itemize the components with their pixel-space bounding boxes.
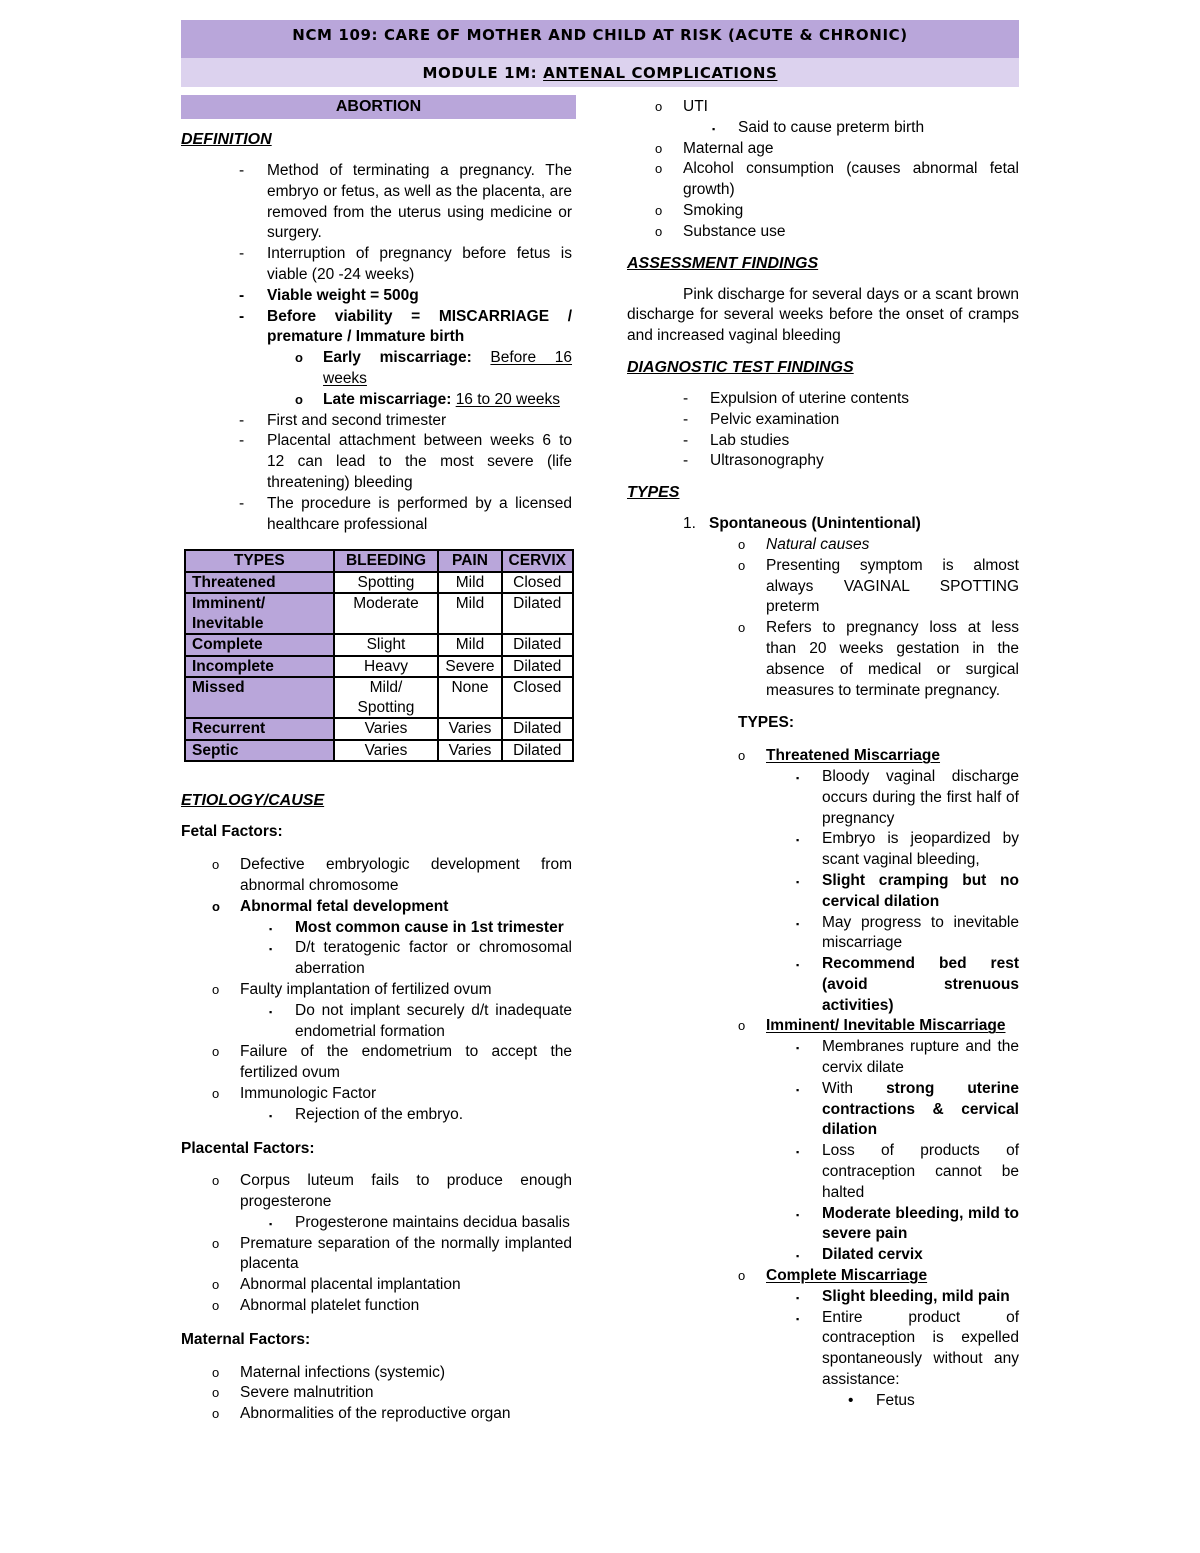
list-item: o Smoking (683, 201, 1019, 222)
circle-bullet-icon: o (738, 748, 746, 764)
list-item: ▪ Rejection of the embryo. (295, 1105, 572, 1126)
circle-bullet-icon: o (738, 557, 746, 573)
module-title (181, 58, 1019, 87)
square-bullet-icon: ▪ (796, 960, 800, 971)
section-band-abortion: ABORTION (181, 95, 576, 119)
list-item: o Alcohol consumption (causes abnormal fetal growth) (655, 160, 1019, 199)
circle-bullet-icon: o (212, 1298, 220, 1314)
square-bullet-icon: ▪ (269, 1218, 273, 1229)
table-row: Incomplete Heavy Severe Dilated (185, 656, 573, 678)
dash-icon: - (239, 162, 245, 179)
list-item: o Refers to pregnancy loss at less than 20 weeks gestation in the absence of medical or surgical measures to terminate pregnancy. (738, 619, 1019, 699)
list-number: 1. (683, 515, 696, 533)
circle-bullet-icon: o (738, 1268, 746, 1284)
dash-icon: - (239, 411, 245, 429)
module-topic: ANTENAL COMPLICATIONS (543, 64, 778, 82)
list-item: - Before viability = MISCARRIAGE / premature / Immature birth o Early miscarriage: Before 16 weeks o Late miscarriage: 16 to 20 weeks (181, 307, 572, 411)
square-bullet-icon: ▪ (796, 918, 800, 929)
circle-bullet-icon: o (295, 391, 303, 407)
etiology-heading: ETIOLOGY/CAUSE (181, 792, 325, 810)
maternal-factors-continued (627, 97, 1019, 243)
dash-icon: - (239, 286, 245, 304)
circle-bullet-icon: o (212, 857, 220, 873)
square-bullet-icon: ▪ (269, 944, 273, 955)
list-item: ▪ Said to cause preterm birth (738, 118, 1019, 139)
circle-bullet-icon: o (295, 350, 303, 366)
list-item: ▪ With strong uterine contractions & cervical dilation (796, 1079, 1020, 1139)
table-row: Imminent/ Inevitable Moderate Mild Dilated (185, 593, 573, 634)
square-bullet-icon: ▪ (796, 1147, 800, 1158)
circle-bullet-icon: o (212, 1173, 220, 1189)
square-bullet-icon: ▪ (712, 123, 716, 134)
abortion-types-table (184, 549, 574, 762)
square-bullet-icon: ▪ (796, 876, 800, 887)
module-prefix: MODULE 1M: (422, 64, 544, 82)
definition-heading: DEFINITION (181, 131, 272, 148)
circle-bullet-icon: o (655, 99, 663, 114)
list-item: o Maternal infections (systemic) (240, 1363, 572, 1384)
table-row: Threatened Spotting Mild Closed (185, 572, 573, 594)
list-item: ▪ Dilated cervix (822, 1245, 1019, 1266)
square-bullet-icon: ▪ (796, 1251, 800, 1262)
types-heading: TYPES (627, 484, 680, 502)
list-item: ▪ Embryo is jeopardized by scant vaginal bleeding, (796, 830, 1019, 869)
table-header: BLEEDING (334, 550, 439, 572)
list-item: o Substance use (683, 222, 1019, 243)
table-row: Recurrent Varies Varies Dilated (185, 718, 573, 740)
table-header: TYPES (185, 550, 334, 572)
square-bullet-icon: ▪ (796, 1292, 800, 1303)
list-item: ▪ Membranes rupture and the cervix dilate (796, 1038, 1019, 1077)
table-row: Complete Slight Mild Dilated (185, 634, 573, 656)
list-item: o Abnormalities of the reproductive organ (240, 1404, 572, 1425)
fetal-factors-heading: Fetal Factors: (181, 823, 283, 841)
left-column (181, 95, 576, 1425)
circle-bullet-icon: o (212, 1044, 220, 1060)
list-item: o Late miscarriage: 16 to 20 weeks (323, 390, 572, 411)
diagnostic-list (627, 389, 1019, 472)
list-item: ▪ Slight bleeding, mild pain (822, 1287, 1019, 1308)
list-item: - Pelvic examination (627, 410, 1019, 431)
dash-icon: - (683, 431, 689, 449)
list-item: - Method of terminating a pregnancy. The embryo or fetus, as well as the placenta, are removed from the uterus using medicine or surgery. (239, 162, 572, 242)
table-row: Missed Mild/ Spotting None Closed (185, 677, 573, 718)
circle-bullet-icon: o (212, 1277, 220, 1293)
table-row: Septic Varies Varies Dilated (185, 740, 573, 762)
list-item: o Corpus luteum fails to produce enough progesterone ▪ Progesterone maintains decidua basalis (240, 1171, 572, 1233)
dash-icon: - (239, 432, 245, 450)
list-item: ▪ Slight cramping but no cervical dilation (796, 871, 1019, 910)
circle-bullet-icon: o (738, 1018, 746, 1034)
dash-icon: - (683, 410, 689, 428)
list-item: - The procedure is performed by a licensed healthcare professional (239, 494, 572, 533)
right-column (627, 97, 1019, 1412)
list-item: ▪ Do not implant securely d/t inadequate endometrial formation (269, 1001, 572, 1040)
dash-icon: - (239, 245, 245, 263)
circle-bullet-icon: o (655, 161, 663, 177)
diagnostic-heading: DIAGNOSTIC TEST FINDINGS (627, 358, 854, 376)
square-bullet-icon: ▪ (269, 923, 273, 934)
list-item: o Immunologic Factor ▪ Rejection of the embryo. (240, 1084, 572, 1126)
list-item: o Abnormal platelet function (240, 1296, 572, 1317)
list-item: o Premature separation of the normally implanted placenta (212, 1234, 572, 1273)
spontaneous-title: Spontaneous (Unintentional) (709, 515, 921, 533)
square-bullet-icon: ▪ (796, 835, 800, 846)
fetal-factors-list (181, 855, 576, 1125)
table-header: PAIN (438, 550, 501, 572)
document-title: NCM 109: CARE OF MOTHER AND CHILD AT RISK (ACUTE & CHRONIC) (181, 20, 1019, 58)
list-item: o Early miscarriage: Before 16 weeks (295, 349, 572, 387)
list-item: o Severe malnutrition (240, 1383, 572, 1404)
list-item: o Abnormal fetal development ▪ Most common cause in 1st trimester ▪ D/t teratogenic factor or chromosomal aberration (240, 897, 572, 980)
dot-bullet-icon: • (848, 1391, 854, 1409)
spontaneous-section (627, 514, 1019, 1411)
maternal-factors-heading: Maternal Factors: (181, 1330, 311, 1348)
types-subheading: TYPES: (738, 714, 794, 732)
list-item: ▪ Bloody vaginal discharge occurs during the first half of pregnancy (796, 767, 1019, 827)
list-item: o Threatened Miscarriage ▪ Bloody vaginal discharge occurs during the first half of pregnancy ▪ Embryo is jeopardized by scant vaginal bleeding, ▪ Slight cramping but no cervical dilation ▪ May progress to inevitable miscarriage ▪ Recommend bed rest (avoid strenuous activities) (766, 746, 1019, 1016)
circle-bullet-icon: o (738, 536, 746, 552)
square-bullet-icon: ▪ (796, 1084, 800, 1095)
list-item: o Imminent/ Inevitable Miscarriage ▪ Membranes rupture and the cervix dilate ▪ With strong uterine contractions & cervical dilation ▪ Loss of products of contraception cannot be halted ▪ Moderate bleeding, mild to severe pain ▪ Dilated cervix (766, 1016, 1019, 1266)
table-header: CERVIX (502, 550, 573, 572)
list-item: ▪ Recommend bed rest (avoid strenuous activities) (796, 955, 1019, 1014)
placental-factors-heading: Placental Factors: (181, 1139, 315, 1157)
table-header-row (185, 550, 573, 572)
circle-bullet-icon: o (655, 223, 663, 239)
square-bullet-icon: ▪ (796, 1043, 800, 1054)
dash-icon: - (239, 494, 245, 512)
placental-factors-list (181, 1171, 576, 1317)
list-item: ▪ Entire product of contraception is expelled spontaneously without any assistance: • Fetus (822, 1308, 1019, 1412)
circle-bullet-icon: o (212, 981, 220, 997)
circle-bullet-icon: o (212, 1385, 220, 1401)
square-bullet-icon: ▪ (796, 1313, 800, 1324)
circle-bullet-icon: o (212, 1364, 220, 1380)
list-item: o Natural causes (766, 535, 1019, 556)
square-bullet-icon: ▪ (269, 1110, 273, 1121)
list-item: ▪ Loss of products of contraception cannot be halted (796, 1142, 1019, 1201)
list-item: o Maternal age (683, 139, 1019, 160)
list-item: o Faulty implantation of fertilized ovum ▪ Do not implant securely d/t inadequate endometrial formation (240, 980, 572, 1042)
definition-list (181, 161, 576, 535)
list-item: o Defective embryologic development from abnormal chromosome (212, 856, 572, 894)
list-item: - Lab studies (627, 431, 1019, 452)
list-item: ▪ May progress to inevitable miscarriage (796, 913, 1019, 952)
list-item: ▪ Most common cause in 1st trimester (295, 918, 572, 939)
assessment-heading: ASSESSMENT FINDINGS (627, 254, 819, 272)
circle-bullet-icon: o (655, 140, 663, 156)
list-item: ▪ Progesterone maintains decidua basalis (295, 1213, 572, 1234)
circle-bullet-icon: o (212, 1406, 220, 1422)
list-item: - First and second trimester (181, 411, 572, 432)
list-item: - Placental attachment between weeks 6 to 12 can lead to the most severe (life threatening) bleeding (239, 432, 572, 491)
maternal-factors-list (181, 1363, 576, 1425)
miscarriage-types-list (709, 746, 1019, 1412)
circle-bullet-icon: o (655, 202, 663, 218)
list-item: - Interruption of pregnancy before fetus is viable (20 -24 weeks) (239, 245, 572, 283)
list-item: o Abnormal placental implantation (240, 1275, 572, 1296)
circle-bullet-icon: o (212, 1235, 220, 1251)
list-item: o UTI ▪ Said to cause preterm birth (683, 97, 1019, 139)
dash-icon: - (683, 452, 689, 470)
assessment-text: Pink discharge for several days or a scant brown discharge for several weeks before the onset of cramps and increased vaginal bleeding (627, 285, 1019, 345)
square-bullet-icon: ▪ (796, 772, 800, 783)
circle-bullet-icon: o (212, 1085, 220, 1101)
circle-bullet-icon: o (738, 620, 746, 636)
list-item: o Presenting symptom is almost always VAGINAL SPOTTING preterm (738, 556, 1019, 616)
list-item: ▪ Moderate bleeding, mild to severe pain (796, 1204, 1019, 1243)
square-bullet-icon: ▪ (796, 1209, 800, 1220)
list-item: - Expulsion of uterine contents (627, 389, 1019, 410)
square-bullet-icon: ▪ (269, 1006, 273, 1017)
list-item: o Failure of the endometrium to accept the fertilized ovum (212, 1043, 572, 1082)
list-item: - Ultrasonography (627, 451, 1019, 472)
list-item: o Complete Miscarriage ▪ Slight bleeding, mild pain ▪ Entire product of contraception is expelled spontaneously without any assistance: • Fetus (766, 1266, 1019, 1412)
dash-icon: - (683, 389, 689, 407)
list-item: • Fetus (876, 1391, 1019, 1412)
spontaneous-list (709, 535, 1019, 701)
list-item: ▪ D/t teratogenic factor or chromosomal aberration (269, 939, 572, 978)
miscarriage-sublist (267, 348, 572, 410)
dash-icon: - (239, 307, 245, 325)
circle-bullet-icon: o (212, 898, 220, 914)
list-item: - Viable weight = 500g (181, 286, 572, 307)
